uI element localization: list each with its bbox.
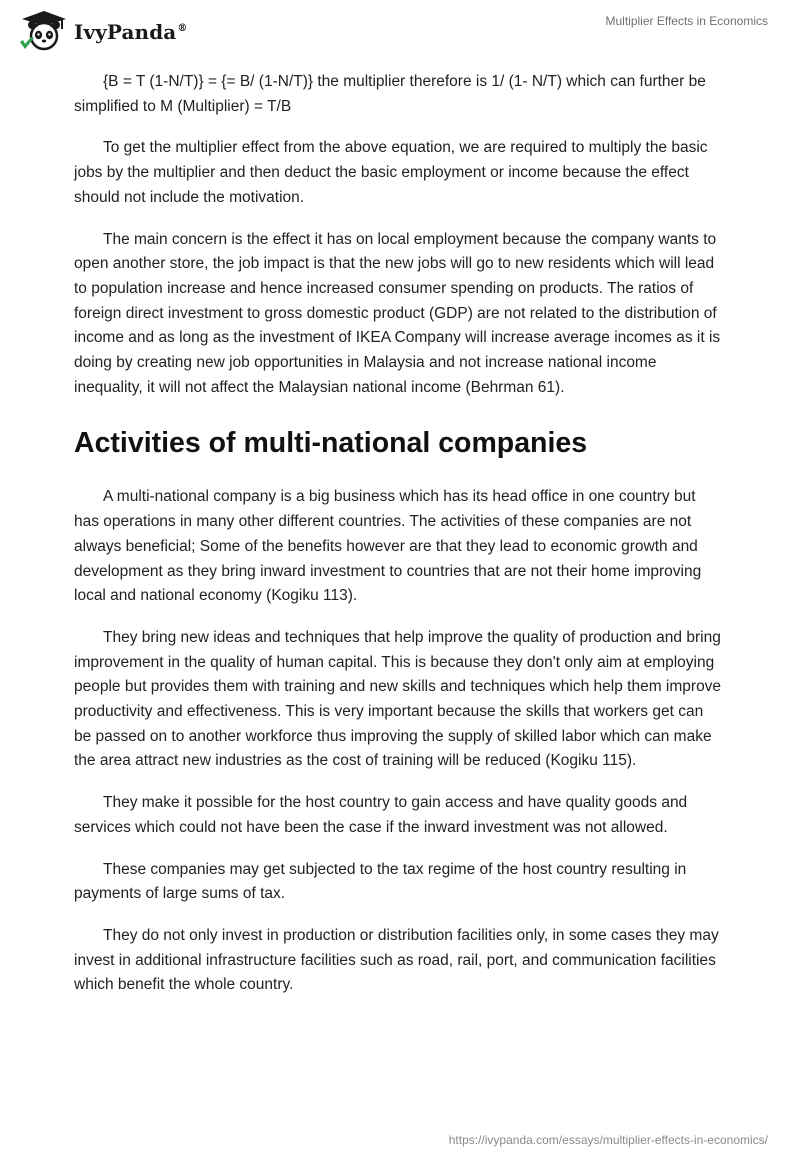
panda-graduate-icon (14, 10, 70, 54)
paragraph-quality-goods: They make it possible for the host country to gain access and have quality goods and services which could not have been the case if the inward investment was not allowed. (74, 794, 688, 836)
page-header (0, 0, 800, 60)
paragraph-mnc-definition: A multi-national company is a big business which has its head office in one country but has operations in many other different countries. The activities of these companies are not always beneficial; Some of the benefits however are that they lead to economic growth and development as they bring inward investment to countries that are not their home improving local and national economy (Kogiku 113). (74, 488, 702, 605)
paragraph-tax-regime: These companies may get subjected to the tax regime of the host country resulting in payments of large sums of tax. (74, 860, 687, 903)
ivypanda-logo[interactable] (14, 10, 187, 54)
paragraph-new-ideas: They bring new ideas and techniques that help improve the quality of production and bring improvement in the quality of human capital. This is because they don't only aim at employing people but provides them with training and new skills and techniques which help them improve productivity and effectiveness. This is very important because the skills that workers get can be passed on to another workforce thus improving the supply of skilled labor which can make the area attract new industries as the cost of training will be reduced (Kogiku 115). (74, 628, 722, 770)
essay-content (74, 70, 722, 1015)
paragraph-formula: {B = T (1-N/T)} = {= B/ (1-N/T)} the multiplier therefore is 1/ (1- N/T) which can further be simplified to M (Multiplier) = T/B (74, 73, 706, 115)
brand-text: IvyPanda (74, 20, 177, 44)
section-heading: Activities of multi-national companies (74, 427, 588, 460)
paragraph-multiplier-effect: To get the multiplier effect from the above equation, we are required to multiply the basic jobs by the multiplier and then deduct the basic employment or income because the effect should not include the motivation. (74, 139, 708, 206)
paragraph-infrastructure: They do not only invest in production or distribution facilities only, in some cases they may invest in additional infrastructure facilities such as road, rail, port, and communication facilities which benefit the whole country. (74, 926, 719, 994)
brand-name (74, 20, 187, 44)
source-url-link[interactable]: https://ivypanda.com/essays/multiplier-effects-in-economics/ (448, 1133, 768, 1147)
registered-mark: ® (177, 23, 188, 35)
running-title: Multiplier Effects in Economics (605, 14, 768, 28)
paragraph-local-employment: The main concern is the effect it has on local employment because the company wants to open another store, the job impact is that the new jobs will go to new residents which will lead to population increase and hence increased consumer spending on products. The ratios of foreign direct investment to gross domestic product (GDP) are not related to the distribution of income and as long as the investment of IKEA Company will increase average incomes as it is doing by creating new job opportunities in Malaysia and not increase national income inequality, it will not affect the Malaysian national income (Behrman 61). (74, 230, 721, 396)
